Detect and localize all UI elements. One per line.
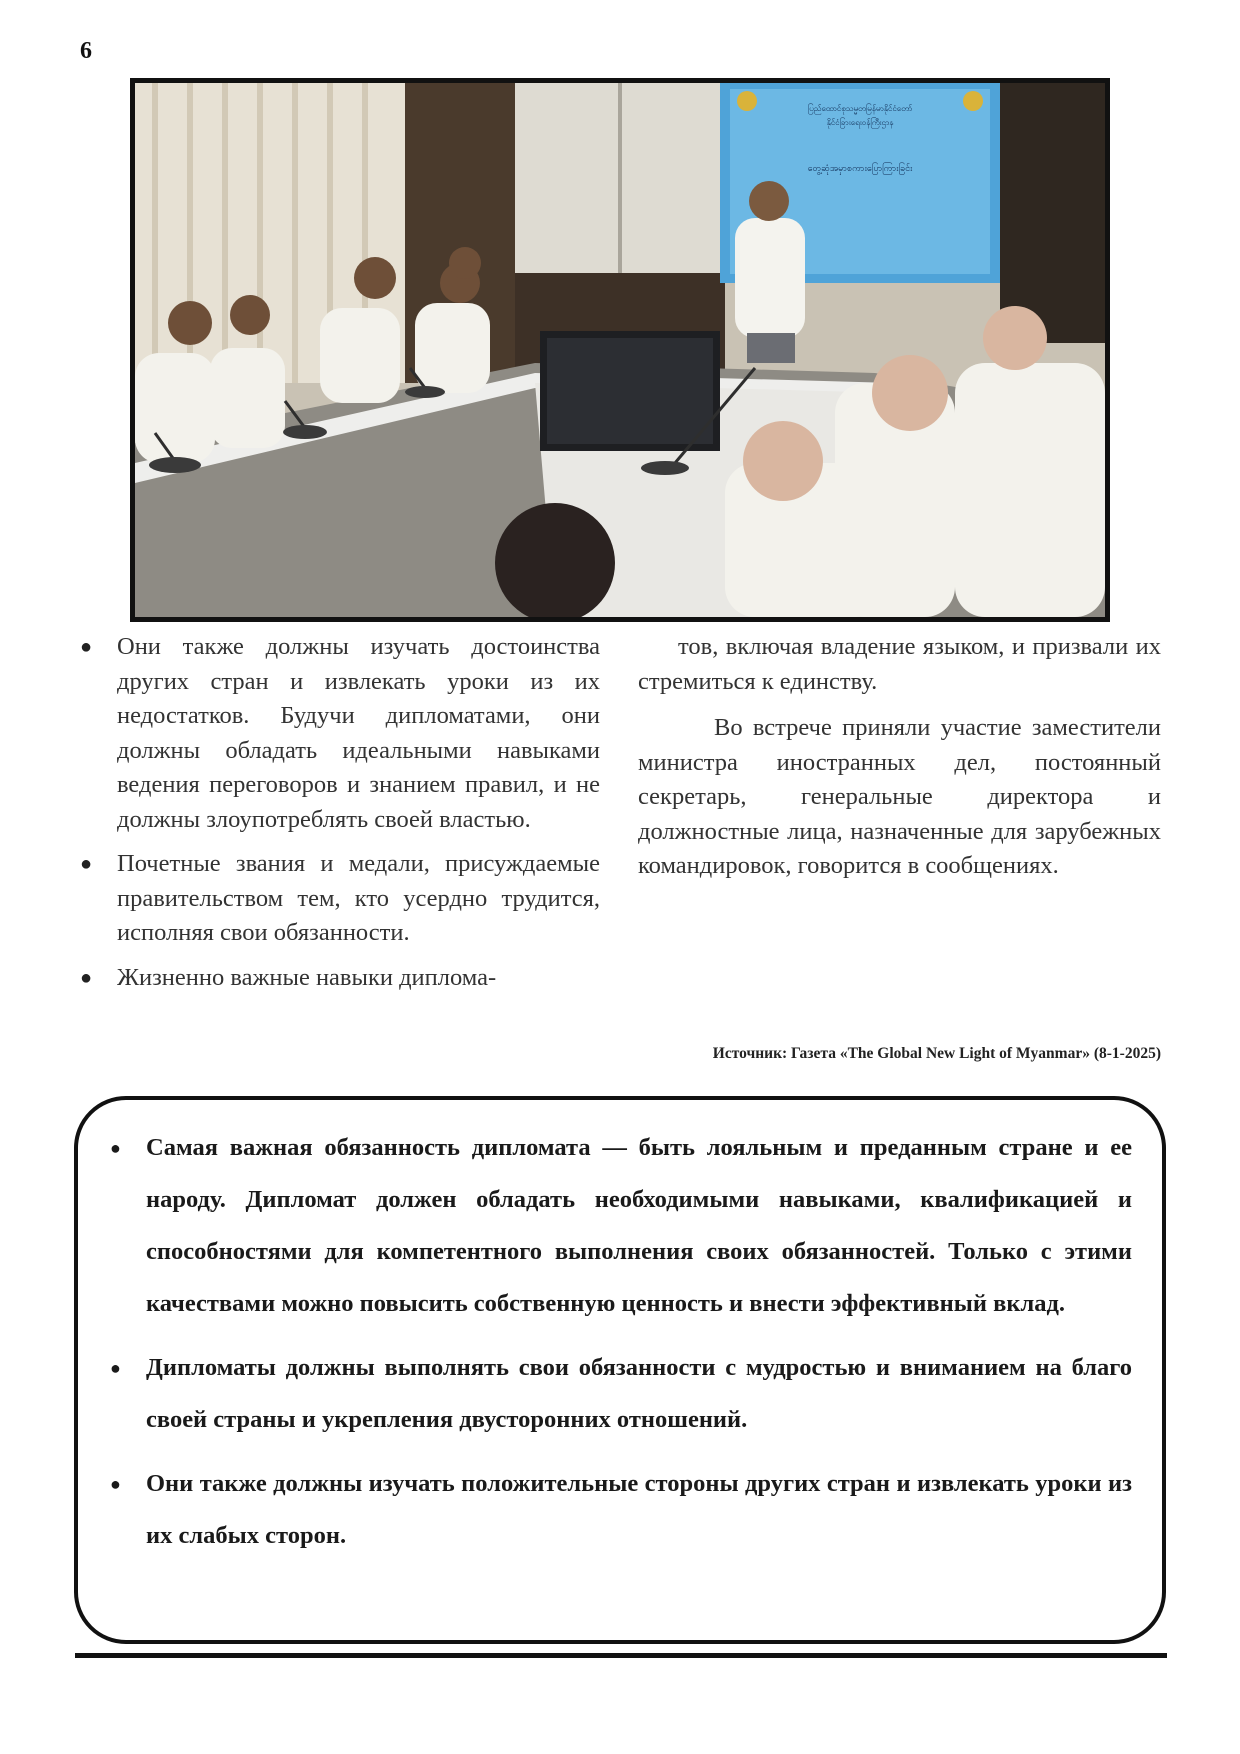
source-citation: Источник: Газета «The Global New Light of Myanmar» (8-1-2025) [712, 1045, 1161, 1062]
callout-item-text: Дипломаты должны выполнять свои обязанности с мудростью и вниманием на благо своей страны и укрепления двусторонних отношений. [146, 1354, 1132, 1433]
page-number: 6 [80, 38, 92, 64]
callout-item [108, 1122, 1132, 1330]
left-column [80, 630, 600, 1005]
callout-box [74, 1096, 1166, 1644]
left-bullet-list [80, 630, 600, 995]
list-item [80, 961, 600, 996]
bottom-divider [75, 1653, 1167, 1658]
continued-bullet-text: тов, включая владение языком, и призвали их стремиться к единству. [638, 633, 1161, 695]
meeting-photo-illustration [135, 83, 1105, 617]
list-item-text: Жизненно важные навыки диплома- [117, 963, 497, 991]
list-item [80, 630, 600, 837]
callout-item-text: Самая важная обязанность дипломата — быть лояльным и преданным стране и ее народу. Дипломат должен обладать необходимыми навыками, квалификацией и способностями для компетентного выполнения своих обязанностей. Только с этими качествами можно повысить собственную ценность и внести эффективный вклад. [146, 1134, 1132, 1317]
screen-text-line-3: တွေ့ဆုံအမှာစကားပြောကြားခြင်း [807, 164, 913, 174]
callout-bullet-list [78, 1100, 1162, 1562]
bullet-icon: ● [80, 636, 93, 658]
list-item-text: Почетные звания и медали, присуждаемые правительством тем, кто усердно трудится, исполняя свои обязанности. [117, 850, 600, 946]
list-item [80, 847, 600, 951]
bullet-icon: ● [80, 853, 93, 875]
bullet-icon: ● [80, 966, 93, 989]
callout-item [108, 1458, 1132, 1562]
screen-text-line-2: နိုင်ငံခြားရေးဝန်ကြီးဌာန [826, 118, 894, 127]
callout-item-text: Они также должны изучать положительные стороны других стран и извлекать уроки из их слабых сторон. [146, 1470, 1132, 1549]
callout-item [108, 1342, 1132, 1446]
bullet-icon: ● [110, 1358, 121, 1378]
list-item-text: Они также должны изучать достоинства других стран и извлекать уроки из их недостатков. Будучи дипломатами, они должны обладать идеальными навыками ведения переговоров и знанием правил, и не должны злоупотреблять своей властью. [117, 633, 600, 833]
right-column [638, 630, 1161, 894]
meeting-photo [130, 78, 1110, 622]
bullet-icon: ● [110, 1138, 121, 1158]
screen-text-line-1: ပြည်ထောင်စုသမ္မတမြန်မာနိုင်ငံတော် [807, 104, 913, 113]
body-paragraph: Во встрече приняли участие заместители министра иностранных дел, постоянный секретарь, генеральные директора и должностные лица, назначенные для зарубежных командировок, говорится в сообщениях. [638, 714, 1161, 879]
bullet-icon: ● [110, 1474, 121, 1494]
